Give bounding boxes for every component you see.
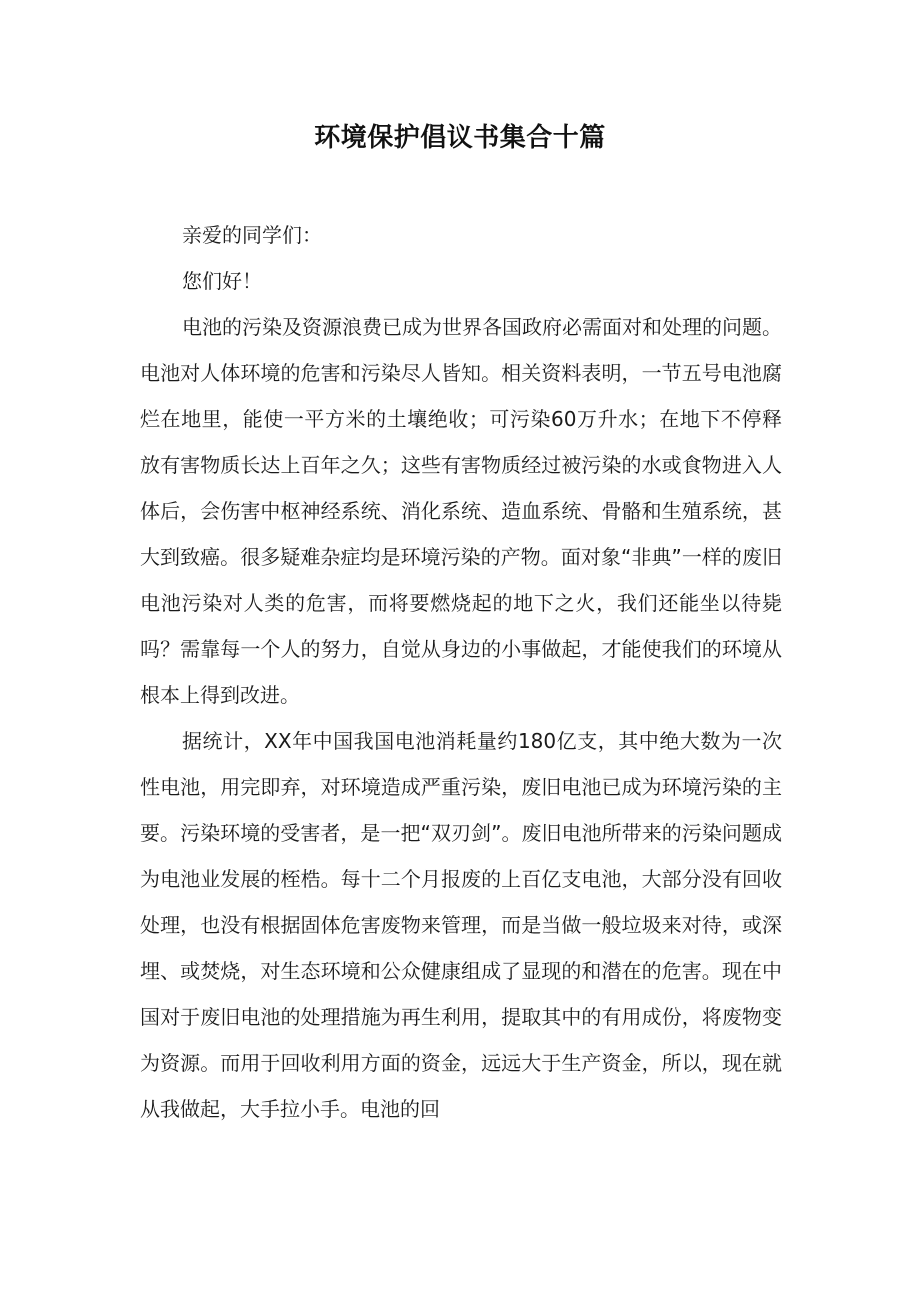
document-title: 环境保护倡议书集合十篇	[314, 123, 606, 153]
document-body	[140, 212, 782, 1132]
paragraph-battery-pollution: 电池的污染及资源浪费已成为世界各国政府必需面对和处理的问题。电池对人体环境的危害和污染尽人皆知。相关资料表明，一节五号电池腐烂在地里，能使一平方米的土壤绝收；可污染60万升水；在地下不停释放有害物质长达上百年之久；这些有害物质经过被污染的水或食物进入人体后，会伤害中枢神经系统、消化系统、造血系统、骨骼和生殖系统，甚大到致癌。很多疑难杂症均是环境污染的产物。面对象“非典”一样的废旧电池污染对人类的危害，而将要燃烧起的地下之火，我们还能坐以待毙吗？需靠每一个人的努力，自觉从身边的小事做起，才能使我们的环境从根本上得到改进。	[140, 315, 782, 707]
paragraph-battery-statistics: 据统计，XX年中国我国电池消耗量约180亿支，其中绝大数为一次性电池，用完即弃，对环境造成严重污染，废旧电池已成为环境污染的主要。污染环境的受害者，是一把“双刃剑”。废旧电池所带来的污染问题成为电池业发展的桎梏。每十二个月报废的上百亿支电池，大部分没有回收处理，也没有根据固体危害废物来管理，而是当做一般垃圾来对待，或深埋、或焚烧，对生态环境和公众健康组成了显现的和潜在的危害。现在中国对于废旧电池的处理措施为再生利用，提取其中的有用成份，将废物变为资源。而用于回收利用方面的资金，远远大于生产资金，所以，现在就从我做起，大手拉小手。电池的回	[140, 729, 782, 1121]
greeting: 您们好！	[182, 269, 262, 293]
salutation: 亲爱的同学们：	[182, 223, 322, 247]
